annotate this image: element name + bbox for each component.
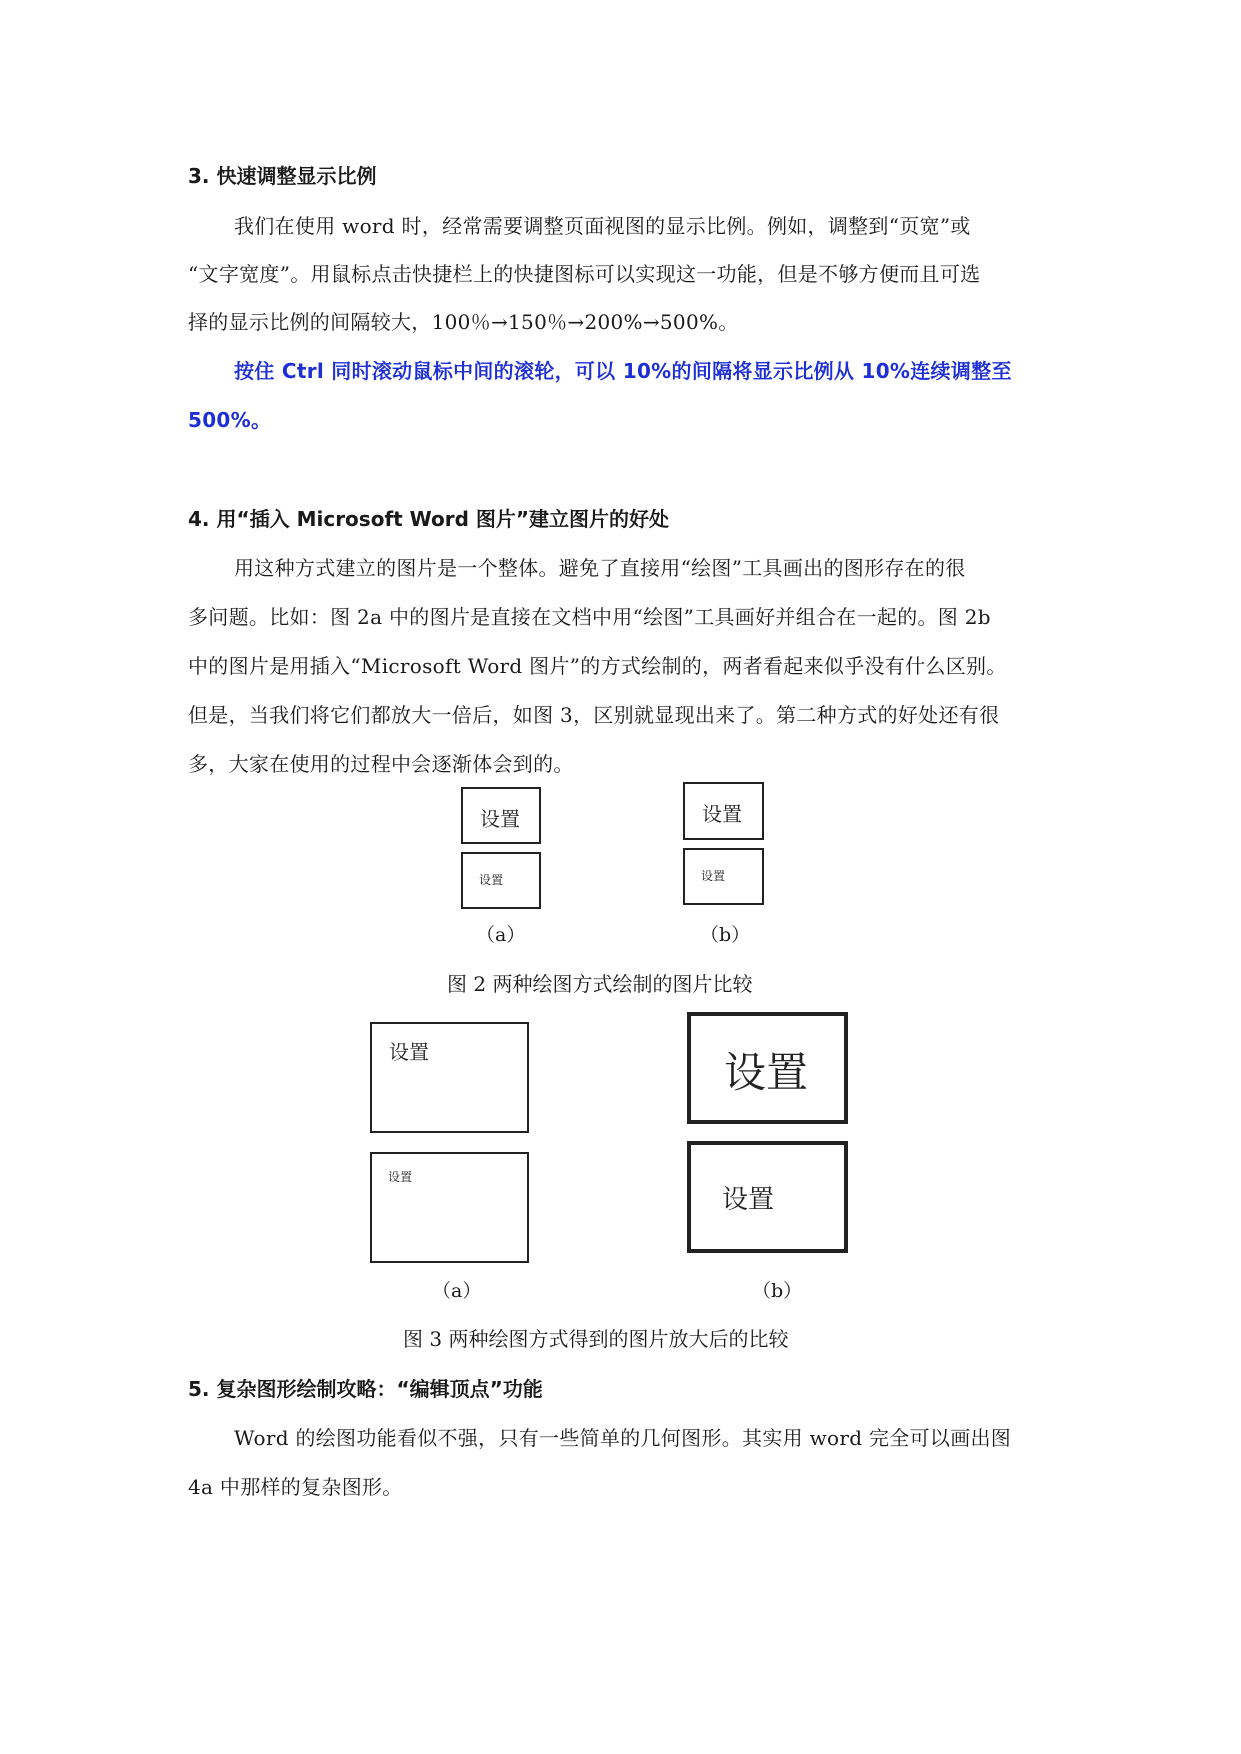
fig3-a-box-top bbox=[370, 1022, 529, 1133]
fig3-label-b: （b） bbox=[752, 1280, 803, 1302]
section-3-heading: 3. 快速调整显示比例 bbox=[188, 164, 377, 188]
section-3-line-1: 我们在使用 word 时，经常需要调整页面视图的显示比例。例如，调整到“页宽”或 bbox=[234, 214, 971, 238]
section-3-highlight-line-2: 500%。 bbox=[188, 408, 272, 432]
fig2-label-b: （b） bbox=[700, 924, 751, 946]
fig3-b-box-top bbox=[687, 1012, 848, 1124]
fig3-b-box-top-text: 设置 bbox=[724, 1048, 809, 1097]
fig2-b-box-large bbox=[683, 782, 764, 840]
section-5-heading: 5. 复杂图形绘制攻略：“编辑顶点”功能 bbox=[188, 1377, 543, 1401]
fig2-caption: 图 2 两种绘图方式绘制的图片比较 bbox=[447, 972, 753, 996]
section-4-line-3: 中的图片是用插入“Microsoft Word 图片”的方式绘制的，两者看起来似乎没有什么区别。 bbox=[188, 654, 1007, 678]
section-5-line-2: 4a 中那样的复杂图形。 bbox=[188, 1475, 403, 1499]
section-3-line-3: 择的显示比例的间隔较大，100％→150％→200%→500%。 bbox=[188, 310, 739, 334]
fig2-a-box-large bbox=[461, 787, 541, 844]
fig2-b-box-small-text: 设置 bbox=[701, 869, 726, 883]
fig3-a-box-bottom-text: 设置 bbox=[388, 1170, 413, 1184]
section-5-line-1: Word 的绘图功能看似不强，只有一些简单的几何图形。其实用 word 完全可以画出图 bbox=[234, 1426, 1012, 1450]
section-4-line-4: 但是，当我们将它们都放大一倍后，如图 3，区别就显现出来了。第二种方式的好处还有很 bbox=[188, 703, 1000, 727]
fig2-a-box-small bbox=[461, 852, 541, 909]
section-4-line-5: 多，大家在使用的过程中会逐渐体会到的。 bbox=[188, 752, 574, 776]
fig2-a-box-large-text: 设置 bbox=[480, 807, 520, 831]
section-4-heading: 4. 用“插入 Microsoft Word 图片”建立图片的好处 bbox=[188, 507, 670, 531]
fig2-b-box-large-text: 设置 bbox=[702, 802, 742, 826]
fig2-a-box-small-text: 设置 bbox=[479, 873, 504, 887]
fig3-a-box-top-text: 设置 bbox=[389, 1040, 429, 1064]
fig2-label-a: （a） bbox=[476, 924, 526, 946]
fig3-b-box-bottom bbox=[687, 1141, 848, 1253]
fig3-a-box-bottom bbox=[370, 1152, 529, 1263]
section-4-line-2: 多问题。比如：图 2a 中的图片是直接在文档中用“绘图”工具画好并组合在一起的。图 2b bbox=[188, 605, 991, 629]
section-4-line-1: 用这种方式建立的图片是一个整体。避免了直接用“绘图”工具画出的图形存在的很 bbox=[234, 556, 966, 580]
fig3-b-box-bottom-text: 设置 bbox=[722, 1185, 775, 1215]
section-3-line-2: “文字宽度”。用鼠标点击快捷栏上的快捷图标可以实现这一功能，但是不够方便而且可选 bbox=[188, 262, 981, 286]
fig3-caption: 图 3 两种绘图方式得到的图片放大后的比较 bbox=[403, 1327, 789, 1351]
section-3-highlight-line-1: 按住 Ctrl 同时滚动鼠标中间的滚轮，可以 10%的间隔将显示比例从 10%连续调整至 bbox=[234, 359, 1012, 383]
fig3-label-a: （a） bbox=[432, 1280, 482, 1302]
fig2-b-box-small bbox=[683, 848, 764, 905]
